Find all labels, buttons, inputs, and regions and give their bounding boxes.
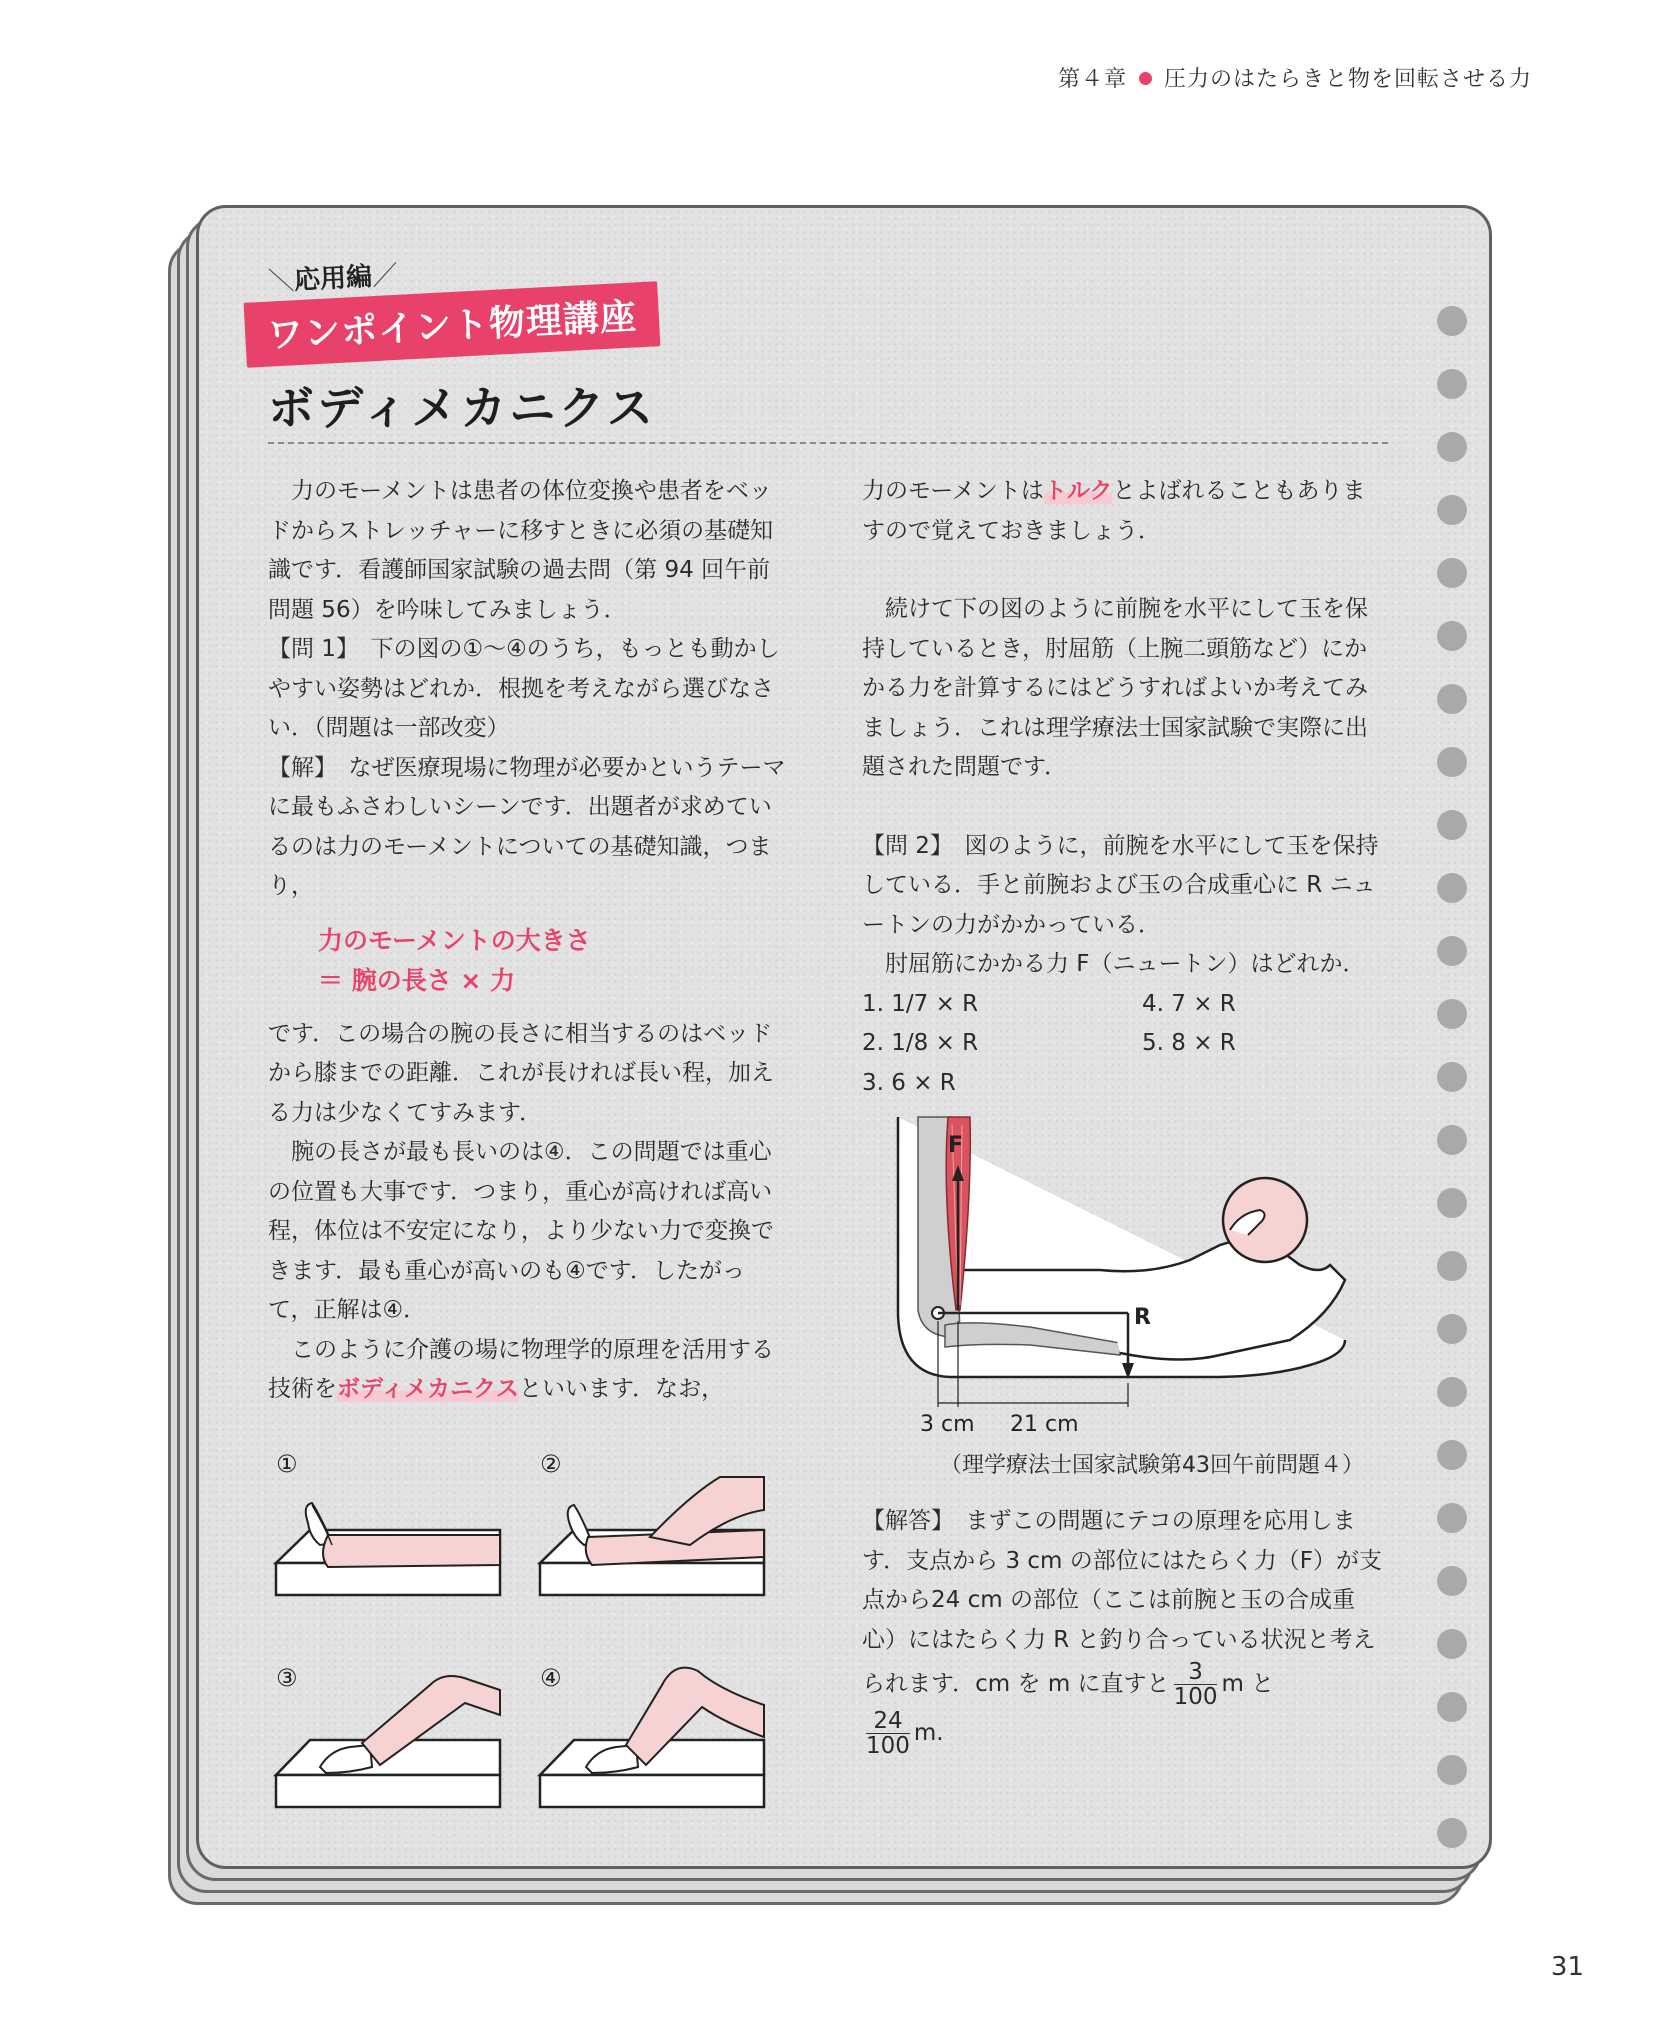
ring-holes — [1437, 306, 1467, 1881]
formula-line-1: 力のモーメントの大きさ — [318, 925, 591, 955]
figure-label-4: ④ — [540, 1664, 562, 1692]
ring-hole-icon — [1437, 810, 1467, 840]
answer-block — [862, 1502, 1382, 1758]
ring-hole-icon — [1437, 558, 1467, 588]
ring-hole-icon — [1437, 1377, 1467, 1407]
torque-paragraph — [862, 472, 1382, 551]
posture-4-illustration — [540, 1668, 764, 1807]
page-title: ボディメカニクス — [268, 381, 656, 435]
section-tag: ＼応用編／ — [267, 260, 399, 298]
right-column — [862, 472, 1382, 1103]
ring-hole-icon — [1437, 1755, 1467, 1785]
posture-2-illustration — [540, 1477, 764, 1595]
ring-hole-icon — [1437, 1125, 1467, 1155]
ring-hole-icon — [1437, 1251, 1467, 1281]
ring-hole-icon — [1437, 1440, 1467, 1470]
posture-1-illustration — [276, 1503, 500, 1595]
forearm-paragraph: 続けて下の図のように前腕を水平にして玉を保持しているとき，肘屈筋（上腕二頭筋など）にかかる力を計算するにはどうすればよいか考えてみましょう．これは理学療法士国家試験で実際に出題された問題です． — [862, 596, 1368, 780]
text-run: このように介護の場に物理学的原理を活用する技術を — [268, 1336, 774, 1402]
ball — [1223, 1178, 1307, 1262]
fraction-3-100 — [1174, 1660, 1218, 1709]
ring-hole-icon — [1437, 873, 1467, 903]
ring-hole-icon — [1437, 1692, 1467, 1722]
term-body-mechanics: ボディメカニクス — [337, 1376, 519, 1402]
posture-3-illustration — [276, 1676, 500, 1807]
title-divider — [268, 442, 1388, 444]
ring-hole-icon — [1437, 1629, 1467, 1659]
text-run: とよばれることもありますので覚えておきましょう． — [862, 478, 1366, 544]
choice-3: 3. 6 × R — [862, 1069, 956, 1096]
ring-hole-icon — [1437, 999, 1467, 1029]
answer-text: 【解答】 まずこの問題にテコの原理を応用します．支点から 3 cm の部位にはたらく力（F）が支点から24 cm の部位（ここは前腕と玉の合成重心）にはたらく力 R と釣り合っている状況と考えられます．cm を m に直すと — [862, 1508, 1383, 1697]
explanation-paragraph: です．この場合の腕の長さに相当するのはベッドから膝までの距離．これが長ければ長い程，加える力は少なくてすみます． — [268, 1020, 774, 1126]
fraction-numerator: 24 — [866, 1709, 910, 1734]
text-run: m. — [913, 1720, 944, 1746]
fraction-24-100 — [866, 1709, 910, 1758]
text-run: 力のモーメントは — [862, 478, 1044, 504]
answer-choices — [862, 985, 1382, 1104]
figure-label-2: ② — [540, 1450, 562, 1478]
force-F-label: F — [948, 1133, 964, 1158]
figure-label-3: ③ — [276, 1664, 298, 1692]
text-run: といいます．なお， — [518, 1376, 725, 1402]
choice-5: 5. 8 × R — [1142, 1030, 1236, 1056]
page-number: 31 — [1550, 1952, 1584, 1982]
ring-hole-icon — [1437, 1188, 1467, 1218]
conclusion-paragraph: 腕の長さが最も長いのは④．この問題では重心の位置も大事です．つまり，重心が高ければ高い程，体位は不安定になり，より少ない力で変換できます．最も重心が高いのも④です．したがって，正解は④． — [268, 1139, 774, 1323]
force-R-label: R — [1134, 1305, 1151, 1330]
left-column — [268, 472, 788, 1410]
spacer — [862, 788, 1382, 827]
dimension-21cm: 21 cm — [1010, 1412, 1079, 1437]
body-mechanics-paragraph — [268, 1331, 788, 1410]
figure-label-1: ① — [276, 1450, 298, 1478]
chapter-number: 第４章 — [1057, 67, 1127, 92]
section-tag-label: 応用編 — [293, 261, 373, 297]
moment-formula — [318, 921, 788, 1001]
answer-2-end — [862, 1709, 1382, 1758]
question-2-ask: 肘屈筋にかかる力 F（ニュートン）はどれか． — [885, 951, 1366, 977]
ring-hole-icon — [1437, 621, 1467, 651]
formula-line-2: ＝ 腕の長さ × 力 — [318, 965, 516, 995]
ring-hole-icon — [1437, 1818, 1467, 1848]
chapter-title: 圧力のはたらきと物を回転させる力 — [1163, 67, 1532, 92]
fraction-denominator: 100 — [866, 1733, 910, 1759]
section-banner: ワンポイント物理講座 — [244, 281, 661, 368]
ring-hole-icon — [1437, 936, 1467, 966]
dimension-3cm: 3 cm — [920, 1412, 975, 1437]
choice-4: 4. 7 × R — [1142, 990, 1236, 1017]
ring-hole-icon — [1437, 432, 1467, 462]
ring-hole-icon — [1437, 1566, 1467, 1596]
term-torque: トルク — [1043, 478, 1113, 504]
text-run: m と — [1221, 1671, 1275, 1697]
ring-hole-icon — [1437, 1503, 1467, 1533]
fraction-denominator: 100 — [1173, 1684, 1218, 1710]
ring-hole-icon — [1437, 495, 1467, 525]
forearm-diagram — [890, 1115, 1350, 1415]
choice-1: 1. 1/7 × R — [862, 990, 979, 1017]
fraction-numerator: 3 — [1174, 1660, 1218, 1685]
ring-hole-icon — [1437, 306, 1467, 336]
figure-caption: （理学療法士国家試験第43回午前問題４） — [940, 1453, 1364, 1478]
question-2: 【問 2】 図のように，前腕を水平にして玉を保持している．手と前腕および玉の合成重心に R ニュートンの力がかかっている． — [862, 832, 1379, 938]
running-head — [1058, 62, 1532, 93]
ring-hole-icon — [1437, 1314, 1467, 1344]
choice-2: 2. 1/8 × R — [862, 1030, 979, 1056]
answer-2 — [862, 1502, 1382, 1709]
spacer — [862, 551, 1382, 590]
ring-hole-icon — [1437, 684, 1467, 714]
posture-figures — [270, 1475, 770, 1855]
ring-hole-icon — [1437, 1062, 1467, 1092]
answer-1: 【解】 なぜ医療現場に物理が必要かというテーマに最もふさわしいシーンです．出題者が求めているのは力のモーメントについての基礎知識，つまり， — [268, 754, 786, 899]
choice-empty — [1142, 1064, 1342, 1104]
question-1: 【問 1】 下の図の①〜④のうち，もっとも動かしやすい姿勢はどれか．根拠を考えながら選びなさい．（問題は一部改変） — [268, 636, 780, 741]
ring-hole-icon — [1437, 369, 1467, 399]
bullet-dot-icon — [1139, 72, 1152, 85]
intro-paragraph: 力のモーメントは患者の体位変換や患者をベッドからストレッチャーに移すときに必須の基礎知識です．看護師国家試験の過去問（第 94 回午前問題 56）を吟味してみましょう． — [268, 478, 774, 623]
ring-hole-icon — [1437, 747, 1467, 777]
